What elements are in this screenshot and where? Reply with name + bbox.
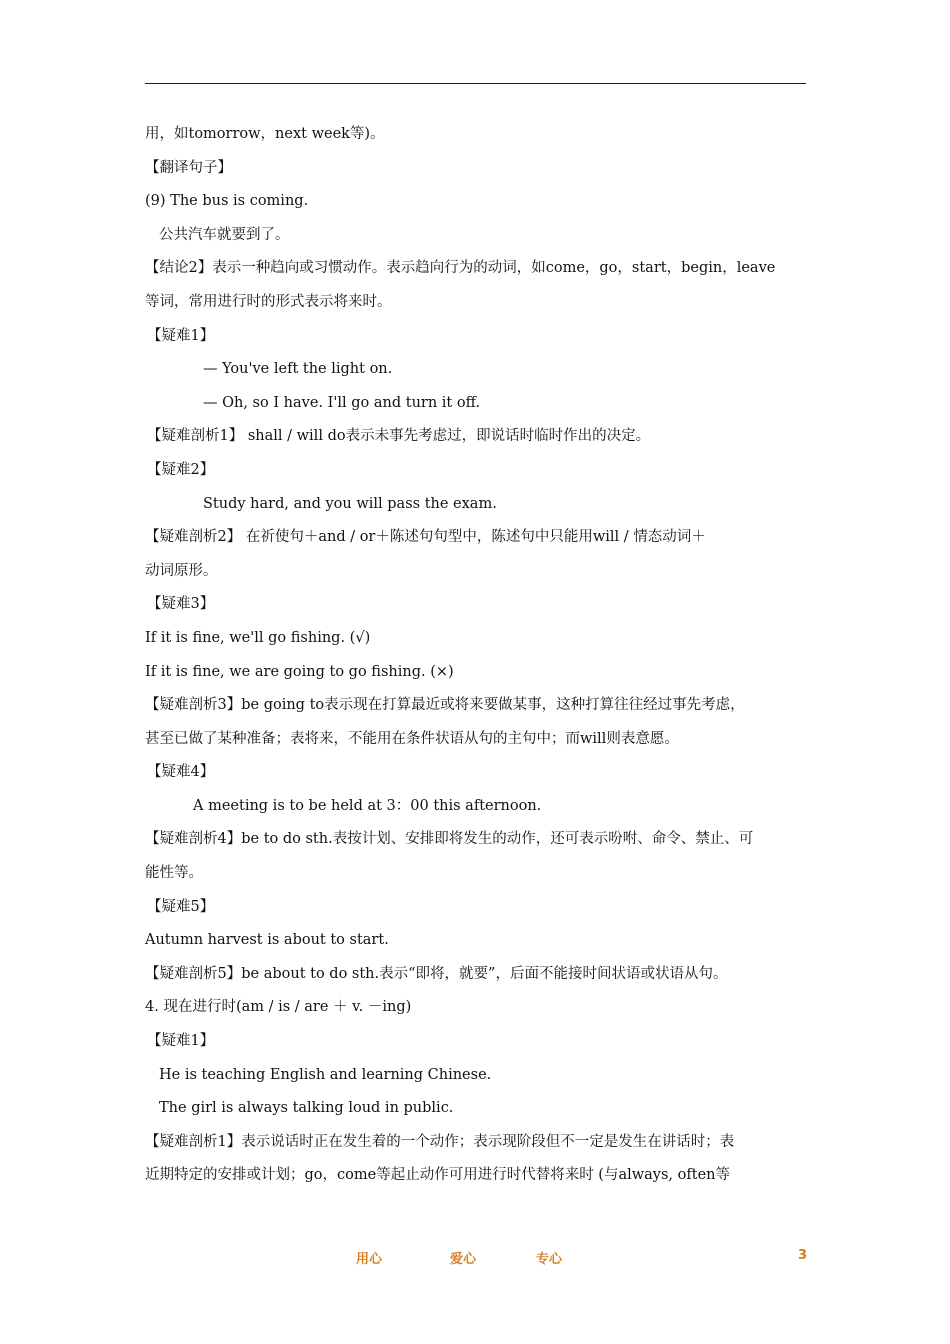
section-heading: 【疑难1】 — [147, 1033, 215, 1050]
translation-line: 公共汽车就要到了。 — [159, 226, 290, 243]
section-heading: 【疑难5】 — [147, 898, 215, 915]
text-line: 近期特定的安排或计划；go，come等起止动作可用进行时代替将来时 (与always, often等 — [145, 1167, 730, 1184]
text-line: 动词原形。 — [145, 562, 218, 579]
section-heading: 【疑难2】 — [147, 461, 215, 478]
analysis-line: 【疑难剖析1】 shall / will do表示未事先考虑过，即说话时临时作出的决定。 — [147, 428, 651, 445]
example-sentence: A meeting is to be held at 3：00 this afternoon. — [193, 797, 542, 814]
text-line: 用，如tomorrow，next week等)。 — [145, 126, 385, 142]
footer-motto: 专心 — [536, 1252, 563, 1267]
section-heading: 【疑难1】 — [147, 327, 215, 344]
example-sentence: The girl is always talking loud in public. — [159, 1100, 454, 1117]
analysis-line: 【疑难剖析4】be to do sth.表按计划、安排即将发生的动作，还可表示吩咐、命令、禁止、可 — [145, 831, 754, 848]
page-content — [145, 118, 807, 1193]
page-number: 3 — [798, 1248, 808, 1263]
analysis-line: 【疑难剖析2】 在祈使句＋and / or＋陈述句句型中，陈述句中只能用will / 情态动词＋ — [145, 529, 706, 546]
page-footer — [0, 1248, 950, 1268]
example-sentence: If it is fine, we'll go fishing. (√) — [145, 629, 371, 646]
analysis-line: 【疑难剖析1】表示说话时正在发生着的一个动作；表示现阶段但不一定是发生在讲话时；表 — [145, 1133, 735, 1150]
text-line: 甚至已做了某种准备；表将来，不能用在条件状语从句的主句中；而will则表意愿。 — [145, 730, 679, 747]
example-sentence: (9) The bus is coming. — [145, 193, 309, 210]
example-sentence: He is teaching English and learning Chinese. — [159, 1066, 492, 1083]
section-heading: 4. 现在进行时(am / is / are ＋ v. －ing) — [145, 999, 412, 1016]
text-line: 等词，常用进行时的形式表示将来时。 — [145, 293, 392, 310]
example-sentence: Autumn harvest is about to start. — [145, 932, 389, 949]
text-line: 能性等。 — [145, 865, 203, 882]
section-heading: 【疑难3】 — [147, 596, 215, 613]
dialogue-line: — Oh, so I have. I'll go and turn it off. — [203, 394, 480, 411]
footer-motto: 爱心 — [450, 1252, 477, 1267]
conclusion-line: 【结论2】表示一种趋向或习惯动作。表示趋向行为的动词，如come，go，start，begin，leave — [145, 260, 776, 277]
analysis-line: 【疑难剖析5】be about to do sth.表示“即将，就要”，后面不能接时间状语或状语从句。 — [145, 965, 728, 982]
section-heading: 【疑难4】 — [147, 764, 215, 781]
analysis-line: 【疑难剖析3】be going to表示现在打算最近或将来要做某事，这种打算往往经过事先考虑， — [145, 697, 745, 714]
header-rule — [145, 83, 806, 84]
dialogue-line: — You've left the light on. — [203, 361, 393, 378]
example-sentence: If it is fine, we are going to go fishing. (×) — [145, 663, 454, 680]
example-sentence: Study hard, and you will pass the exam. — [203, 495, 497, 512]
section-heading: 【翻译句子】 — [145, 159, 232, 176]
footer-motto: 用心 — [356, 1252, 383, 1267]
